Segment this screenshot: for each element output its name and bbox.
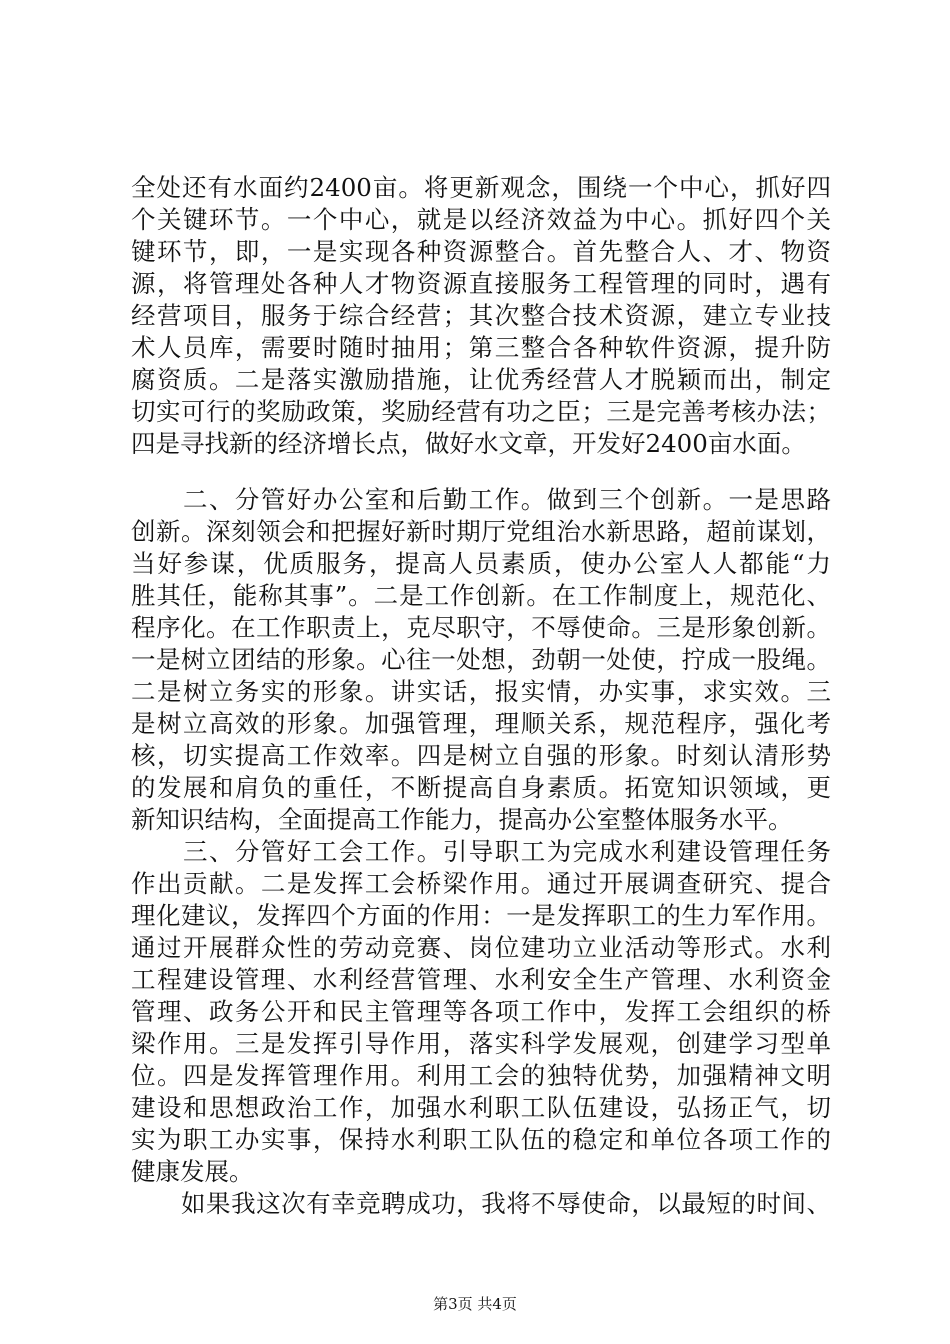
body-text-line: 通过开展群众性的劳动竞赛、岗位建功立业活动等形式。水利 bbox=[131, 933, 831, 962]
body-text-line: 键环节，即，一是实现各种资源整合。首先整合人、才、物资 bbox=[131, 237, 831, 266]
body-text-line: 创新。深刻领会和把握好新时期厅党组治水新思路，超前谋划， bbox=[131, 517, 831, 546]
body-text-line: 四是寻找新的经济增长点，做好水文章，开发好2400亩水面。 bbox=[131, 429, 806, 458]
body-text-line: 新知识结构，全面提高工作能力，提高办公室整体服务水平。 bbox=[131, 805, 793, 834]
body-text-line: 经营项目，服务于综合经营；其次整合技术资源，建立专业技 bbox=[131, 301, 831, 330]
body-text-line: 术人员库，需要时随时抽用；第三整合各种软件资源，提升防 bbox=[131, 333, 831, 362]
body-text-line: 个关键环节。一个中心，就是以经济效益为中心。抓好四个关 bbox=[131, 205, 831, 234]
body-text-line: 核，切实提高工作效率。四是树立自强的形象。时刻认清形势 bbox=[131, 741, 831, 770]
body-text-line: 工程建设管理、水利经营管理、水利安全生产管理、水利资金 bbox=[131, 965, 831, 994]
body-text-line: 管理、政务公开和民主管理等各项工作中，发挥工会组织的桥 bbox=[131, 997, 831, 1026]
body-text-line: 健康发展。 bbox=[131, 1157, 254, 1186]
body-text-line: 理化建议，发挥四个方面的作用：一是发挥职工的生力军作用。 bbox=[131, 901, 831, 930]
body-text-line: 程序化。在工作职责上，克尽职守，不辱使命。三是形象创新。 bbox=[131, 613, 831, 642]
page-number-footer: 第3页 共4页 bbox=[433, 1295, 517, 1313]
paragraph-heading-line: 三、分管好工会工作。引导职工为完成水利建设管理任务 bbox=[131, 837, 831, 866]
body-text-line: 当好参谋，优质服务，提高人员素质，使办公室人人都能“力 bbox=[131, 549, 831, 578]
body-text-line: 切实可行的奖励政策，奖励经营有功之臣；三是完善考核办法； bbox=[131, 397, 831, 426]
body-text-line: 源，将管理处各种人才物资源直接服务工程管理的同时，遇有 bbox=[131, 269, 831, 298]
body-text-line: 位。四是发挥管理作用。利用工会的独特优势，加强精神文明 bbox=[131, 1061, 831, 1090]
body-text-line: 的发展和肩负的重任，不断提高自身素质。拓宽知识领域，更 bbox=[131, 773, 831, 802]
body-text-line: 作出贡献。二是发挥工会桥梁作用。通过开展调查研究、提合 bbox=[131, 869, 831, 898]
body-text-line: 二是树立务实的形象。讲实话，报实情，办实事，求实效。三 bbox=[131, 677, 831, 706]
body-text-line: 一是树立团结的形象。心往一处想，劲朝一处使，拧成一股绳。 bbox=[131, 645, 831, 674]
body-text-line: 胜其任，能称其事”。二是工作创新。在工作制度上，规范化、 bbox=[131, 581, 831, 610]
body-text-line: 全处还有水面约2400亩。将更新观念，围绕一个中心，抓好四 bbox=[131, 173, 831, 202]
paragraph-heading-line: 如果我这次有幸竞聘成功，我将不辱使命，以最短的时间、 bbox=[131, 1189, 831, 1218]
paragraph-heading-line: 二、分管好办公室和后勤工作。做到三个创新。一是思路 bbox=[131, 485, 831, 514]
body-text-line: 实为职工办实事，保持水利职工队伍的稳定和单位各项工作的 bbox=[131, 1125, 831, 1154]
body-text-line: 梁作用。三是发挥引导作用，落实科学发展观，创建学习型单 bbox=[131, 1029, 831, 1058]
body-text-line: 建设和思想政治工作，加强水利职工队伍建设，弘扬正气，切 bbox=[131, 1093, 831, 1122]
body-text-line: 腐资质。二是落实激励措施，让优秀经营人才脱颖而出，制定 bbox=[131, 365, 831, 394]
body-text-line: 是树立高效的形象。加强管理，理顺关系，规范程序，强化考 bbox=[131, 709, 831, 738]
